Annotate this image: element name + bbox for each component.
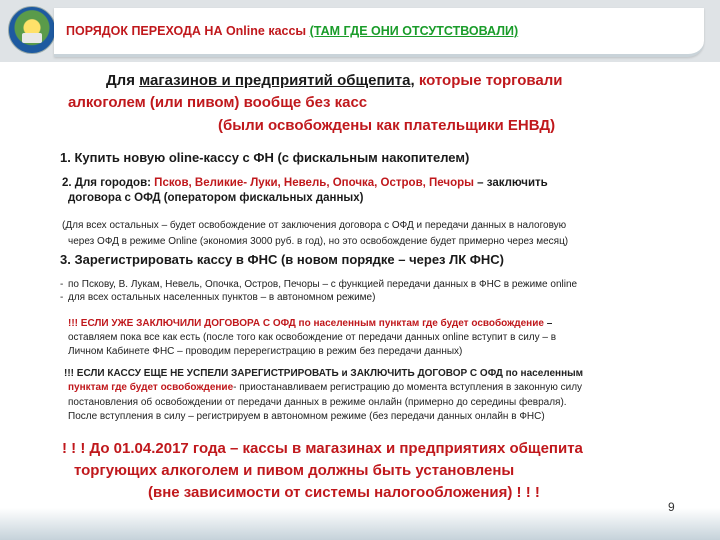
- step-3: 3. Зарегистрировать кассу в ФНС (в новом порядке – через ЛК ФНС): [60, 252, 504, 267]
- slide-title: [66, 24, 518, 38]
- warning-line-1: ! ! ! До 01.04.2017 года – кассы в магазинах и предприятиях общепита: [62, 440, 583, 457]
- note-line-1: (Для всех остальных – будет освобождение от заключения договора с ОФД и передачи данных в налоговую: [62, 220, 567, 231]
- case-1-line-3: Личном Кабинете ФНС – проводим перерегистрацию в режим без передачи данных): [68, 346, 463, 357]
- warning-line-2: торгующих алкоголем и пивом должны быть установлены: [74, 462, 515, 479]
- step-2: 2. Для городов: Псков, Великие- Луки, Невель, Опочка, Остров, Печоры – заключить: [62, 177, 548, 189]
- case-1-line-1: !!! ЕСЛИ УЖЕ ЗАКЛЮЧИЛИ ДОГОВОРА С ОФД по населенным пунктам где будет освобождение –: [68, 318, 553, 329]
- title-main: ПОРЯДОК ПЕРЕХОДА НА Online кассы: [66, 24, 307, 38]
- footer-band: [0, 508, 720, 540]
- intro-line-2: алкоголем (или пивом) вообще без касс: [68, 94, 368, 111]
- intro-sold: которые торговали: [418, 72, 563, 89]
- intro-subject: магазинов и предприятий общепита: [139, 72, 411, 89]
- title-note: (ТАМ ГДЕ ОНИ ОТСУТСТВОВАЛИ): [309, 24, 519, 38]
- bullet-2: - для всех остальных населенных пунктов – в автономном режиме): [60, 292, 376, 303]
- bullet-1: - по Пскову, В. Лукам, Невель, Опочка, Остров, Печоры – с функцией передачи данных в ФНС в режиме online: [60, 279, 578, 290]
- step-2-cities: Псков, Великие- Луки, Невель, Опочка, Остров, Печоры: [154, 177, 474, 189]
- step-2-line-2: договора с ОФД (оператором фискальных данных): [68, 192, 364, 204]
- emblem-logo: [8, 6, 56, 54]
- intro-line-3: (были освобождены как плательщики ЕНВД): [218, 117, 556, 134]
- warning-line-3: (вне зависимости от системы налогообложения) ! ! !: [148, 484, 540, 501]
- case-2-line-1: !!! ЕСЛИ КАССУ ЕЩЕ НЕ УСПЕЛИ ЗАРЕГИСТРИРОВАТЬ и ЗАКЛЮЧИТЬ ДОГОВОР С ОФД по населенным: [64, 368, 584, 379]
- case-1-line-2: оставляем пока все как есть (после того как освобождение от передачи данных online вступит в силу – в: [68, 332, 557, 343]
- case-2-line-2: пунктам где будет освобождение- приостанавливаем регистрацию до момента вступления в законную силу: [68, 382, 583, 393]
- intro-line-1: Для магазинов и предприятий общепита, которые торговали: [106, 72, 563, 89]
- case-2-line-3: постановления об освобождении от передачи данных в режиме онлайн (примерно до середины февраля).: [68, 397, 567, 408]
- step-1: 1. Купить новую oline-кассу с ФН (с фискальным накопителем): [60, 150, 470, 165]
- case-2-line-4: После вступления в силу – регистрируем в автономном режиме (без передачи данных онлайн в ФНС): [68, 411, 545, 422]
- note-line-2: через ОФД в режиме Online (экономия 3000 руб. в год), но это освобождение будет примерно через месяц): [68, 236, 569, 247]
- page-number: 9: [668, 500, 675, 514]
